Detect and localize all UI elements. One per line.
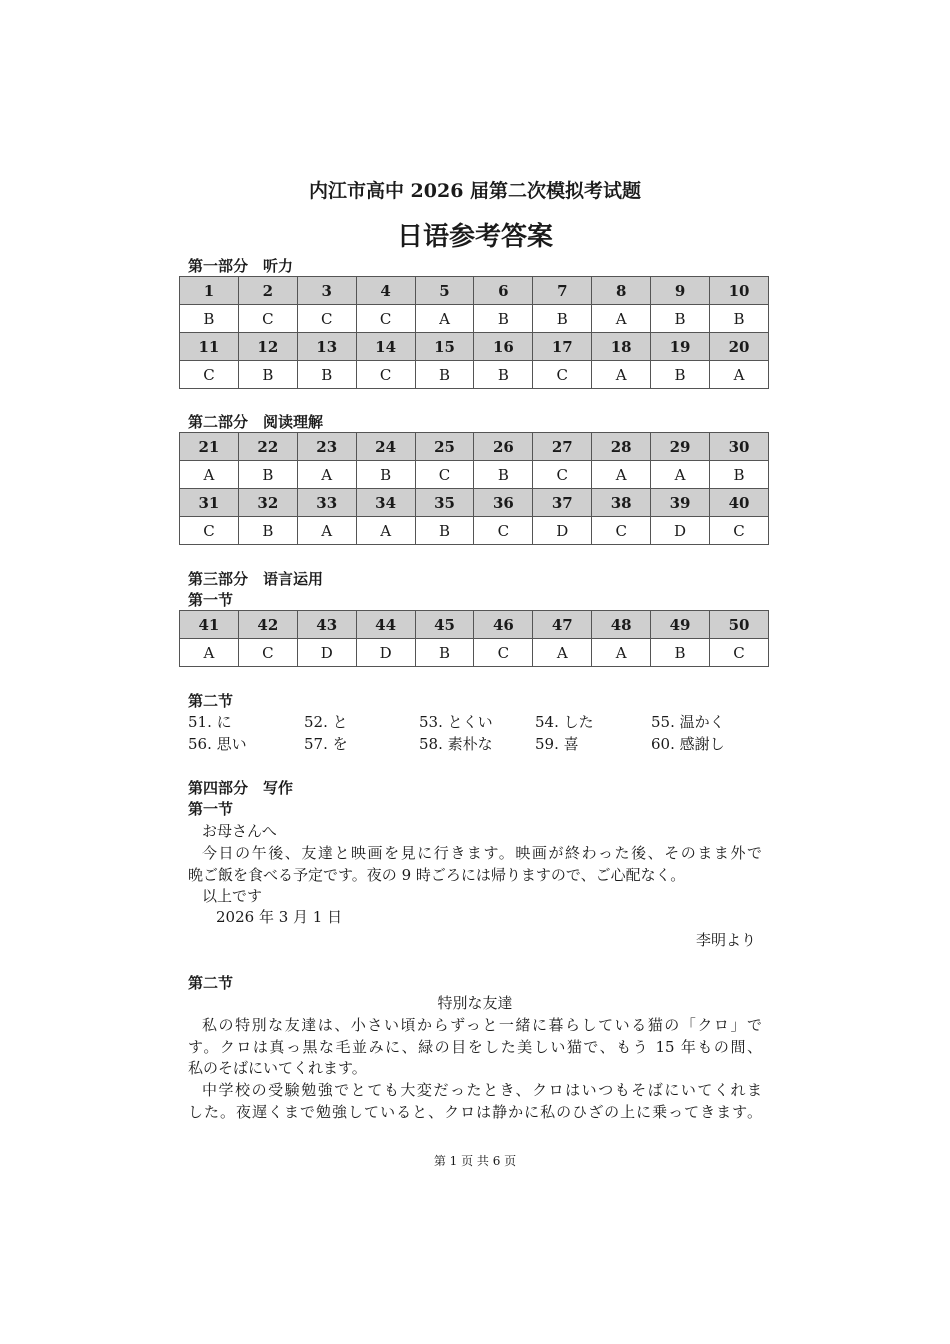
answer-cell: A: [651, 461, 710, 489]
question-number-cell: 37: [533, 489, 592, 517]
essay-line: 中学校の受験勉強でとても大変だったとき、クロはいつもそばにいてくれま: [202, 1081, 762, 1099]
answer-cell: A: [180, 461, 239, 489]
question-number-cell: 11: [180, 333, 239, 361]
essay-line: 私のそばにいてくれます。: [188, 1059, 367, 1077]
part3-section2-heading: 第二节: [188, 692, 234, 710]
answer-cell: B: [238, 461, 297, 489]
answer-row: [180, 361, 769, 389]
fill-answer-59: 59. 喜: [535, 735, 579, 753]
answer-cell: A: [533, 639, 592, 667]
answer-cell: B: [180, 305, 239, 333]
part1-heading: 第一部分 听力: [188, 257, 294, 275]
answer-cell: C: [238, 639, 297, 667]
answer-cell: C: [710, 639, 769, 667]
question-number-cell: 4: [356, 277, 415, 305]
part2-heading: 第二部分 阅读理解: [188, 413, 324, 431]
answer-cell: B: [651, 639, 710, 667]
answer-cell: C: [533, 361, 592, 389]
answer-cell: A: [710, 361, 769, 389]
question-number-cell: 12: [238, 333, 297, 361]
answer-cell: C: [356, 361, 415, 389]
part1-answer-table: [179, 276, 769, 389]
question-number-cell: 16: [474, 333, 533, 361]
essay-title: 特別な友達: [437, 994, 513, 1012]
letter-signature: 李明より: [696, 931, 757, 949]
answer-cell: B: [710, 305, 769, 333]
question-number-cell: 8: [592, 277, 651, 305]
question-number-cell: 7: [533, 277, 592, 305]
fill-answer-60: 60. 感謝し: [651, 735, 725, 753]
question-number-cell: 38: [592, 489, 651, 517]
part3-heading: 第三部分 语言运用: [188, 570, 324, 588]
question-number-row: [180, 277, 769, 305]
question-number-cell: 33: [297, 489, 356, 517]
question-number-cell: 22: [238, 433, 297, 461]
fill-answer-56: 56. 思い: [188, 735, 247, 753]
fill-answer-57: 57. を: [304, 735, 348, 753]
question-number-cell: 40: [710, 489, 769, 517]
answer-cell: A: [415, 305, 474, 333]
question-number-cell: 34: [356, 489, 415, 517]
answer-cell: C: [180, 517, 239, 545]
question-number-cell: 35: [415, 489, 474, 517]
answer-cell: C: [415, 461, 474, 489]
question-number-cell: 48: [592, 611, 651, 639]
question-number-cell: 39: [651, 489, 710, 517]
answer-cell: B: [474, 361, 533, 389]
answer-cell: B: [238, 361, 297, 389]
answer-cell: B: [415, 517, 474, 545]
question-number-cell: 21: [180, 433, 239, 461]
answer-row: [180, 517, 769, 545]
fill-answer-54: 54. した: [535, 713, 594, 731]
answer-cell: D: [533, 517, 592, 545]
answer-row: [180, 461, 769, 489]
question-number-cell: 46: [474, 611, 533, 639]
question-number-cell: 24: [356, 433, 415, 461]
question-number-cell: 5: [415, 277, 474, 305]
letter-date: 2026 年 3 月 1 日: [216, 908, 343, 926]
question-number-cell: 18: [592, 333, 651, 361]
part2-answer-table: [179, 432, 769, 545]
answer-cell: C: [297, 305, 356, 333]
part3-answer-table: [179, 610, 769, 667]
essay-line: した。夜遅くまで勉強していると、クロは静かに私のひざの上に乗ってきます。: [188, 1103, 762, 1121]
letter-closing: 以上です: [202, 887, 263, 905]
question-number-cell: 26: [474, 433, 533, 461]
question-number-cell: 14: [356, 333, 415, 361]
answer-cell: B: [415, 639, 474, 667]
answer-cell: B: [415, 361, 474, 389]
fill-answer-52: 52. と: [304, 713, 348, 731]
letter-greeting: お母さんへ: [202, 822, 277, 840]
answer-cell: B: [474, 461, 533, 489]
question-number-cell: 30: [710, 433, 769, 461]
part4-heading: 第四部分 写作: [188, 779, 294, 797]
answer-cell: B: [238, 517, 297, 545]
answer-cell: A: [297, 517, 356, 545]
part3-section1-heading: 第一节: [188, 591, 234, 609]
question-number-cell: 45: [415, 611, 474, 639]
page-number: 第 1 页 共 6 页: [433, 1154, 517, 1168]
question-number-cell: 41: [180, 611, 239, 639]
answer-cell: C: [356, 305, 415, 333]
answer-cell: C: [238, 305, 297, 333]
question-number-cell: 19: [651, 333, 710, 361]
question-number-cell: 23: [297, 433, 356, 461]
answer-cell: C: [474, 639, 533, 667]
question-number-cell: 28: [592, 433, 651, 461]
fill-answer-51: 51. に: [188, 713, 232, 731]
question-number-cell: 44: [356, 611, 415, 639]
answer-cell: C: [474, 517, 533, 545]
answer-cell: B: [651, 361, 710, 389]
question-number-cell: 2: [238, 277, 297, 305]
question-number-cell: 36: [474, 489, 533, 517]
answer-cell: B: [710, 461, 769, 489]
question-number-cell: 6: [474, 277, 533, 305]
question-number-cell: 29: [651, 433, 710, 461]
question-number-cell: 47: [533, 611, 592, 639]
answer-cell: A: [180, 639, 239, 667]
question-number-cell: 1: [180, 277, 239, 305]
answer-cell: C: [710, 517, 769, 545]
fill-answer-58: 58. 素朴な: [419, 735, 493, 753]
fill-answer-55: 55. 温かく: [651, 713, 725, 731]
answer-cell: A: [356, 517, 415, 545]
answer-cell: A: [592, 305, 651, 333]
answer-cell: C: [180, 361, 239, 389]
question-number-cell: 3: [297, 277, 356, 305]
fill-answer-53: 53. とくい: [419, 713, 493, 731]
answer-cell: C: [533, 461, 592, 489]
question-number-cell: 49: [651, 611, 710, 639]
answer-cell: A: [297, 461, 356, 489]
question-number-cell: 9: [651, 277, 710, 305]
answer-cell: B: [533, 305, 592, 333]
answer-cell: D: [651, 517, 710, 545]
essay-line: す。クロは真っ黒な毛並みに、緑の目をした美しい猫で、もう 15 年もの間、: [188, 1038, 762, 1056]
answer-cell: D: [356, 639, 415, 667]
answer-cell: B: [297, 361, 356, 389]
question-number-cell: 50: [710, 611, 769, 639]
question-number-cell: 10: [710, 277, 769, 305]
question-number-cell: 25: [415, 433, 474, 461]
answer-cell: A: [592, 361, 651, 389]
essay-line: 私の特別な友達は、小さい頃からずっと一緒に暮らしている猫の「クロ」で: [202, 1016, 762, 1034]
question-number-row: [180, 333, 769, 361]
answer-row: [180, 305, 769, 333]
question-number-cell: 17: [533, 333, 592, 361]
question-number-cell: 32: [238, 489, 297, 517]
part4-section2-heading: 第二节: [188, 974, 234, 992]
answer-key-title: 日语参考答案: [396, 222, 553, 252]
answer-cell: C: [592, 517, 651, 545]
question-number-row: [180, 611, 769, 639]
question-number-cell: 31: [180, 489, 239, 517]
answer-row: [180, 639, 769, 667]
question-number-cell: 13: [297, 333, 356, 361]
answer-cell: A: [592, 461, 651, 489]
question-number-row: [180, 489, 769, 517]
answer-cell: A: [592, 639, 651, 667]
exam-title: 内江市高中 2026 届第二次模拟考试题: [308, 180, 642, 202]
question-number-cell: 15: [415, 333, 474, 361]
question-number-cell: 43: [297, 611, 356, 639]
answer-cell: B: [474, 305, 533, 333]
answer-cell: D: [297, 639, 356, 667]
question-number-cell: 42: [238, 611, 297, 639]
letter-body-line: 今日の午後、友達と映画を見に行きます。映画が終わった後、そのまま外で: [202, 844, 762, 862]
answer-cell: B: [356, 461, 415, 489]
question-number-cell: 20: [710, 333, 769, 361]
letter-body-line: 晩ご飯を食べる予定です。夜の 9 時ごろには帰りますので、ご心配なく。: [188, 866, 686, 884]
part4-section1-heading: 第一节: [188, 800, 234, 818]
answer-cell: B: [651, 305, 710, 333]
question-number-cell: 27: [533, 433, 592, 461]
question-number-row: [180, 433, 769, 461]
